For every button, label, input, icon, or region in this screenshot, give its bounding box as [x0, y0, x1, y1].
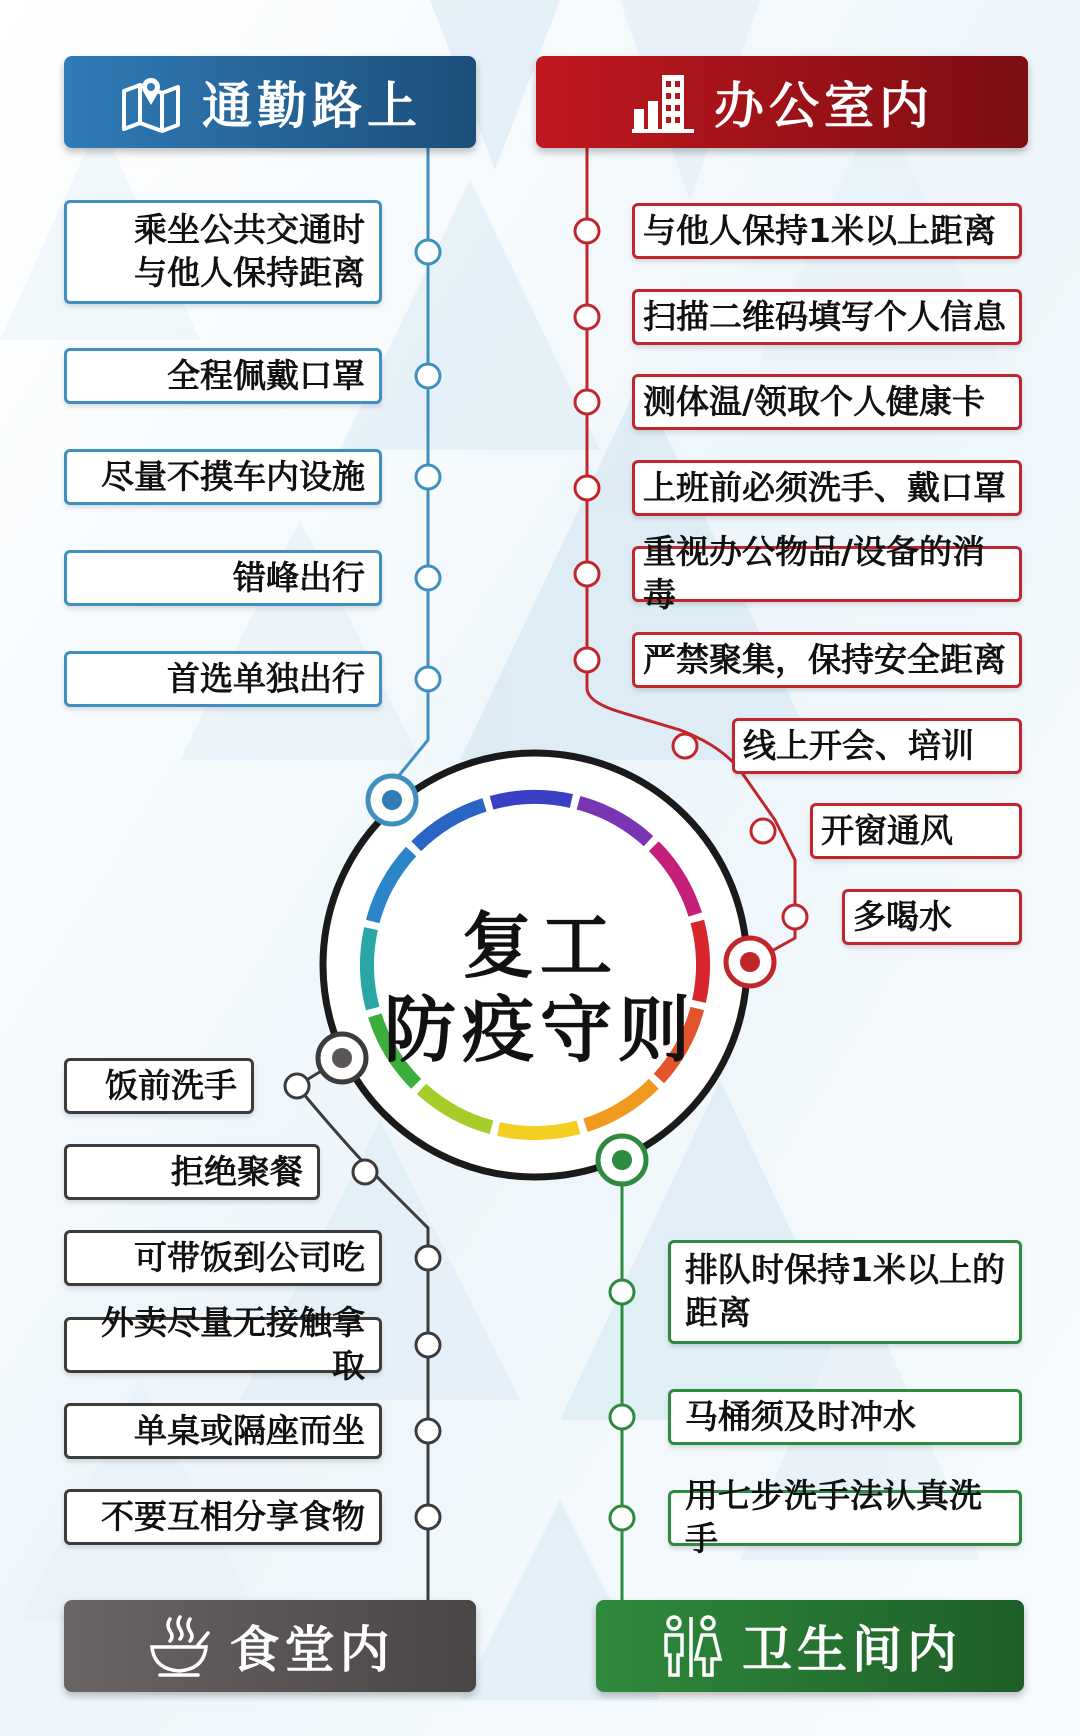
canteen-item [64, 1489, 382, 1545]
office-item [842, 889, 1022, 945]
commute-item [64, 550, 382, 606]
commute-item [64, 200, 382, 304]
commute-item [64, 651, 382, 707]
rainbow-segment [499, 1127, 579, 1133]
office-item [632, 374, 1022, 430]
office-item-label: 多喝水 [853, 896, 952, 936]
canteen-item [64, 1058, 254, 1114]
header-office-title: 办公室内 [714, 77, 934, 135]
office-item-label: 测体温/领取个人健康卡 [643, 381, 986, 421]
building-icon [630, 69, 696, 135]
canteen-item-label: 不要互相分享食物 [101, 1496, 365, 1536]
header-canteen [64, 1600, 476, 1692]
canteen-item-label: 外卖尽量无接触拿取 [101, 1303, 365, 1385]
header-commute-title: 通勤路上 [202, 77, 422, 135]
canteen-item-label: 拒绝聚餐 [171, 1151, 303, 1191]
restroom-item [668, 1389, 1022, 1445]
office-item [632, 289, 1022, 345]
canteen-item-label: 可带饭到公司吃 [134, 1237, 365, 1277]
office-item-label: 开窗通风 [821, 810, 953, 850]
canteen-item [64, 1403, 382, 1459]
office-item [632, 632, 1022, 688]
commute-item-label: 全程佩戴口罩 [167, 355, 365, 395]
commute-item-label: 乘坐公共交通时 与他人保持距离 [134, 210, 365, 292]
canteen-item-label: 饭前洗手 [105, 1065, 237, 1105]
office-item [632, 532, 1022, 614]
rainbow-segment [492, 797, 572, 803]
header-restroom-title: 卫生间内 [742, 1621, 962, 1679]
canteen-item [64, 1144, 320, 1200]
canteen-item [64, 1303, 382, 1385]
map-icon [118, 69, 184, 135]
commute-item-label: 尽量不摸车内设施 [101, 456, 365, 496]
office-item-label: 上班前必须洗手、戴口罩 [643, 467, 1006, 507]
center-title-line2: 防疫守则 [383, 988, 696, 1072]
office-item [732, 718, 1022, 774]
office-item-label: 扫描二维码填写个人信息 [643, 296, 1006, 336]
header-restroom [596, 1600, 1024, 1692]
office-item [632, 203, 1022, 259]
header-office [536, 56, 1028, 148]
restroom-item-label: 用七步洗手法认真洗手 [685, 1476, 982, 1558]
restroom-icon [658, 1613, 724, 1679]
restroom-item-label: 马桶须及时冲水 [685, 1396, 916, 1436]
commute-item-label: 错峰出行 [233, 557, 365, 597]
center-title-line1: 复工 [461, 904, 618, 988]
commute-item-label: 首选单独出行 [167, 658, 365, 698]
bowl-icon [146, 1613, 212, 1679]
canteen-item [64, 1230, 382, 1286]
commute-item [64, 348, 382, 404]
restroom-item-label: 排队时保持1米以上的 距离 [685, 1250, 1005, 1332]
canteen-item-label: 单桌或隔座而坐 [134, 1410, 365, 1450]
restroom-item [668, 1476, 1022, 1558]
office-item-label: 与他人保持1米以上距离 [643, 210, 996, 250]
header-canteen-title: 食堂内 [229, 1621, 395, 1679]
office-item-label: 线上开会、培训 [743, 725, 974, 765]
office-item [632, 460, 1022, 516]
commute-item [64, 449, 382, 505]
office-item [810, 803, 1022, 859]
header-commute [64, 56, 476, 148]
office-item-label: 严禁聚集，保持安全距离 [643, 639, 1006, 679]
restroom-item [668, 1240, 1022, 1344]
office-item-label: 重视办公物品/设备的消毒 [643, 532, 986, 614]
